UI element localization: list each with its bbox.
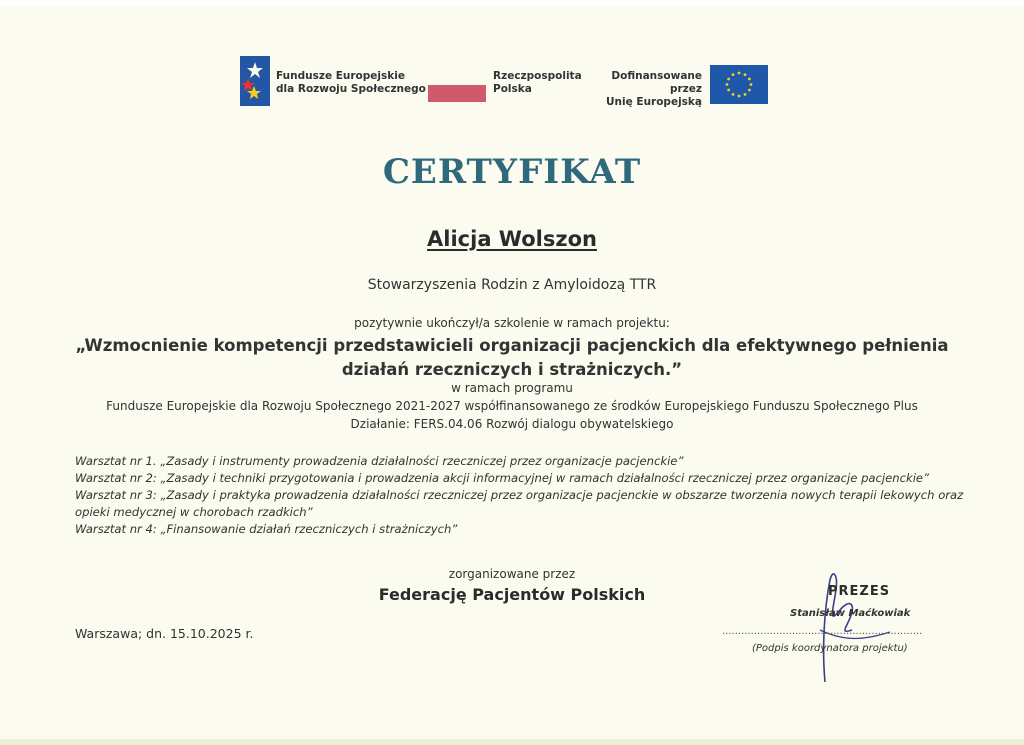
program-action: Działanie: FERS.04.06 Rozwój dialogu obywatelskiego xyxy=(350,417,674,431)
completed-text: pozytywnie ukończył/a szkolenie w ramach projektu: xyxy=(354,316,670,330)
project-title-line2: działań rzeczniczych i strażniczych.” xyxy=(341,360,683,379)
eu-logo-line1: Dofinansowane przez xyxy=(611,70,702,95)
program-name: Fundusze Europejskie dla Rozwoju Społecznego 2021-2027 współfinansowanego ze środków Europejskiego Funduszu Społecznego Plus xyxy=(106,399,918,413)
project-title-line1: „Wzmocnienie kompetencji przedstawicieli organizacji pacjenckich dla efektywnego pełnienia xyxy=(75,336,949,355)
pl-logo-line1: Rzeczpospolita xyxy=(493,70,582,82)
recipient-organization: Stowarzyszenia Rodzin z Amyloidozą TTR xyxy=(367,277,657,293)
workshops-list xyxy=(75,453,965,538)
fe-logo-text xyxy=(276,70,426,96)
recipient-name-text: Alicja Wolszon xyxy=(427,227,597,251)
place-date: Warszawa; dn. 15.10.2025 r. xyxy=(75,626,254,641)
fe-logo-line1: Fundusze Europejskie xyxy=(276,70,405,82)
organizer-name: Federację Pacjentów Polskich xyxy=(378,585,646,604)
project-title xyxy=(0,334,1024,382)
pl-logo-line2: Polska xyxy=(493,83,532,95)
signature-line: ............................................................... xyxy=(722,626,922,637)
workshop-item: Warsztat nr 4: „Finansowanie działań rzeczniczych i strażniczych” xyxy=(75,522,458,536)
workshop-item: Warsztat nr 3: „Zasady i praktyka prowadzenia działalności rzeczniczej przez organizacje pacjenckie w obszarze tworzenia nowych terapii lekowych oraz opieki medycznej w chorobach rzadkich” xyxy=(75,488,964,519)
workshop-item: Warsztat nr 2: „Zasady i techniki przygotowania i prowadzenia akcji informacyjnej w ramach działalności rzeczniczej przez organizacje pacjenckie” xyxy=(75,471,930,485)
poland-flag-icon xyxy=(428,72,486,102)
fe-logo-line2: dla Rozwoju Społecznego xyxy=(276,83,426,95)
recipient-name xyxy=(0,227,1024,251)
eu-logo-text xyxy=(590,70,702,109)
pl-logo-text xyxy=(493,70,582,96)
signature-caption: (Podpis koordynatora projektu) xyxy=(752,643,908,654)
organized-by-label: zorganizowane przez xyxy=(448,567,576,581)
signature-role: PREZES xyxy=(828,584,891,599)
signature-stamp-name: Stanisław Maćkowiak xyxy=(790,608,911,619)
program-intro: w ramach programu xyxy=(451,381,573,395)
certificate-title: CERTYFIKAT xyxy=(382,152,642,192)
eu-flag-icon xyxy=(710,65,768,104)
fe-logo-icon xyxy=(240,56,270,106)
eu-logo-line2: Unię Europejską xyxy=(606,96,702,108)
workshop-item: Warsztat nr 1. „Zasady i instrumenty prowadzenia działalności rzeczniczej przez organizacje pacjenckie” xyxy=(75,454,684,468)
